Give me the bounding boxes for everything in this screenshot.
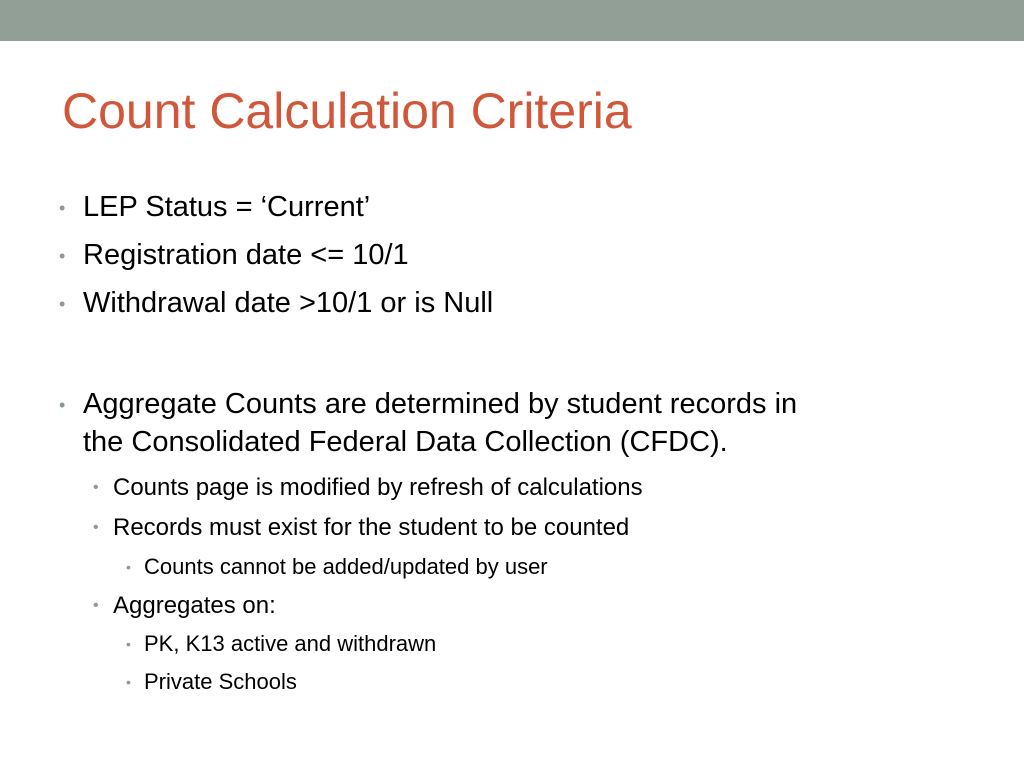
bullet-dot-icon: • bbox=[59, 246, 66, 266]
bullet-text: Records must exist for the student to be counted bbox=[113, 514, 630, 541]
bullet-text: Counts cannot be added/updated by user bbox=[144, 554, 548, 579]
bullet-dot-icon: • bbox=[93, 597, 99, 614]
bullet-registration-date bbox=[59, 236, 409, 274]
bullet-dot-icon: • bbox=[93, 519, 99, 536]
bullet-lep-status bbox=[59, 188, 371, 226]
bullet-dot-icon: • bbox=[126, 636, 131, 652]
sub-sub-bullet-pk-k13 bbox=[126, 630, 437, 658]
bullet-dot-icon: • bbox=[59, 198, 66, 218]
bullet-text: LEP Status = ‘Current’ bbox=[83, 191, 371, 223]
bullet-text: Registration date <= 10/1 bbox=[83, 239, 409, 271]
slide-title: Count Calculation Criteria bbox=[62, 83, 632, 139]
bullet-aggregate-counts bbox=[59, 385, 798, 461]
bullet-text: Counts page is modified by refresh of calculations bbox=[113, 474, 643, 501]
bullet-dot-icon: • bbox=[126, 674, 131, 690]
sub-bullet-aggregates-on bbox=[93, 591, 276, 621]
bullet-dot-icon: • bbox=[93, 479, 99, 496]
bullet-withdrawal-date bbox=[59, 284, 494, 322]
sub-bullet-refresh bbox=[93, 473, 643, 503]
bullet-dot-icon: • bbox=[59, 395, 66, 415]
sub-bullet-records-exist bbox=[93, 513, 630, 543]
bullet-text: Withdrawal date >10/1 or is Null bbox=[83, 287, 494, 319]
bullet-text-line-1: Aggregate Counts are determined by student records in bbox=[83, 388, 798, 420]
sub-sub-bullet-private-schools bbox=[126, 668, 297, 696]
bullet-text: PK, K13 active and withdrawn bbox=[144, 631, 437, 656]
sub-sub-bullet-cannot-add bbox=[126, 553, 548, 581]
top-decorative-bar bbox=[0, 0, 1024, 41]
bullet-dot-icon: • bbox=[59, 294, 66, 314]
bullet-text: Private Schools bbox=[144, 669, 297, 694]
bullet-text: Aggregates on: bbox=[113, 592, 276, 619]
bullet-dot-icon: • bbox=[126, 559, 131, 575]
bullet-text-line-2: the Consolidated Federal Data Collection (CFDC). bbox=[83, 426, 728, 458]
